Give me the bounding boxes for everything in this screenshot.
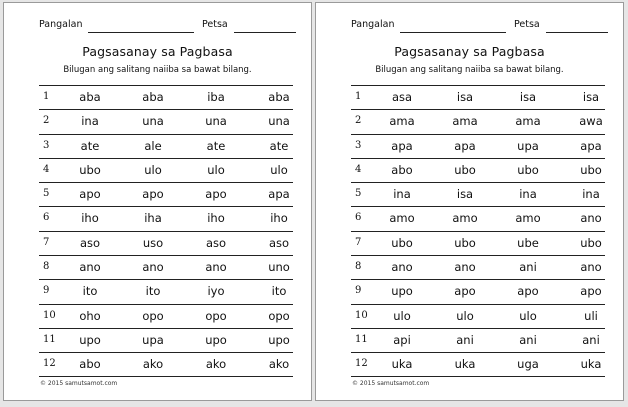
word-choice[interactable]: upa: [142, 332, 164, 347]
copyright-text: © 2015 samutsamot.com: [40, 380, 118, 387]
word-choice[interactable]: ito: [82, 284, 98, 299]
word-choice[interactable]: ani: [456, 332, 474, 347]
word-row: [39, 352, 293, 376]
row-number: 4: [355, 163, 362, 175]
word-choice[interactable]: ito: [145, 284, 161, 299]
word-row: [39, 279, 293, 303]
row-number: 12: [355, 358, 368, 370]
word-row: [351, 328, 605, 352]
word-row: [351, 231, 605, 255]
row-number: 5: [355, 188, 362, 200]
row-number: 6: [43, 212, 50, 224]
word-row: [351, 109, 605, 133]
row-number: 2: [43, 115, 50, 127]
word-choice[interactable]: ano: [205, 260, 227, 275]
word-choice[interactable]: apa: [580, 138, 602, 153]
word-choice[interactable]: ano: [580, 260, 602, 275]
row-number: 1: [43, 91, 50, 102]
row-number: 4: [43, 163, 50, 175]
worksheet-right: [315, 2, 624, 401]
worksheet-instruction: Bilugan ang salitang naiiba sa bawat bilang.: [375, 65, 564, 75]
word-row: [351, 206, 605, 230]
word-choice[interactable]: ano: [391, 260, 413, 275]
word-row: [39, 206, 293, 230]
row-number: 9: [43, 285, 50, 297]
word-row: [39, 134, 293, 158]
word-row: [39, 231, 293, 255]
word-choice[interactable]: apo: [205, 187, 227, 202]
word-choice[interactable]: iho: [270, 211, 288, 226]
word-row: [351, 85, 605, 109]
row-number: 3: [43, 139, 50, 151]
word-choice[interactable]: apa: [391, 138, 413, 153]
word-choice[interactable]: awa: [579, 114, 603, 129]
word-choice[interactable]: ube: [517, 235, 539, 250]
word-choice[interactable]: apo: [454, 284, 476, 299]
word-choice[interactable]: opo: [205, 308, 227, 323]
word-choice[interactable]: isa: [582, 90, 600, 104]
row-number: 6: [355, 212, 362, 224]
word-row: [351, 182, 605, 206]
word-row: [39, 182, 293, 206]
word-row: [351, 279, 605, 303]
word-choice[interactable]: ulo: [144, 162, 162, 177]
word-choice[interactable]: ina: [582, 187, 600, 202]
worksheet-title: Pagsasanay sa Pagbasa: [394, 44, 545, 59]
word-choice[interactable]: ani: [519, 260, 537, 275]
row-number: 11: [43, 333, 56, 345]
word-row: [39, 328, 293, 352]
word-row: [351, 255, 605, 279]
word-choice[interactable]: ako: [142, 357, 164, 372]
word-choice[interactable]: abo: [391, 162, 413, 177]
row-number: 7: [355, 236, 362, 248]
date-label: Petsa: [202, 19, 228, 30]
name-label: Pangalan: [39, 19, 83, 30]
word-choice[interactable]: uka: [454, 357, 476, 372]
word-choice[interactable]: ano: [142, 260, 164, 275]
word-choice[interactable]: oho: [79, 308, 101, 323]
word-row: [39, 304, 293, 328]
date-line: [546, 32, 608, 33]
worksheet-title: Pagsasanay sa Pagbasa: [82, 44, 233, 59]
word-choice[interactable]: ani: [582, 332, 600, 347]
word-choice[interactable]: ano: [454, 260, 476, 275]
word-choice[interactable]: abo: [79, 357, 101, 372]
word-choice[interactable]: uka: [391, 357, 413, 372]
word-choice[interactable]: ate: [269, 138, 289, 153]
word-choice[interactable]: uka: [580, 357, 602, 372]
word-choice[interactable]: ama: [452, 114, 478, 129]
word-choice[interactable]: ako: [268, 357, 290, 372]
word-choice[interactable]: opo: [142, 308, 164, 323]
word-choice[interactable]: ulo: [207, 162, 225, 177]
word-choice[interactable]: ulo: [519, 308, 537, 323]
row-number: 9: [355, 285, 362, 297]
row-number: 11: [355, 333, 368, 345]
word-row: [351, 304, 605, 328]
date-label: Petsa: [514, 19, 540, 30]
word-choice[interactable]: iha: [144, 211, 162, 226]
row-number: 2: [355, 115, 362, 127]
word-choice[interactable]: upo: [391, 284, 413, 299]
word-row: [351, 134, 605, 158]
word-choice[interactable]: ina: [393, 187, 411, 202]
word-rows: [351, 85, 605, 377]
word-choice[interactable]: uga: [517, 357, 539, 372]
word-choice[interactable]: ama: [515, 114, 541, 129]
word-choice[interactable]: ina: [519, 187, 537, 202]
name-line: [400, 32, 506, 33]
word-choice[interactable]: aso: [79, 235, 101, 250]
copyright-text: © 2015 samutsamot.com: [352, 380, 430, 387]
word-choice[interactable]: ubo: [580, 235, 602, 250]
word-choice[interactable]: apo: [142, 187, 164, 202]
word-choice[interactable]: aba: [79, 90, 101, 104]
row-number: 5: [43, 188, 50, 200]
row-number: 12: [43, 358, 56, 370]
word-choice[interactable]: opo: [268, 308, 290, 323]
word-choice[interactable]: upo: [268, 332, 290, 347]
word-choice[interactable]: isa: [519, 90, 537, 104]
row-number: 10: [43, 309, 56, 321]
row-number: 1: [355, 91, 362, 102]
word-choice[interactable]: uno: [268, 260, 290, 275]
word-choice[interactable]: ubo: [454, 162, 476, 177]
word-choice[interactable]: isa: [456, 187, 474, 202]
word-choice[interactable]: una: [205, 114, 227, 129]
word-choice[interactable]: una: [142, 114, 164, 129]
word-choice[interactable]: ulo: [270, 162, 288, 177]
word-choice[interactable]: uli: [584, 308, 598, 323]
worksheet-instruction: Bilugan ang salitang naiiba sa bawat bilang.: [63, 65, 252, 75]
word-rows: [39, 85, 293, 377]
word-choice[interactable]: apa: [268, 187, 290, 202]
word-choice[interactable]: amo: [389, 211, 415, 226]
word-choice[interactable]: aba: [142, 90, 164, 104]
word-row: [351, 158, 605, 182]
word-choice[interactable]: iho: [81, 211, 99, 226]
word-choice[interactable]: api: [393, 332, 411, 347]
word-choice[interactable]: aba: [268, 90, 290, 104]
row-number: 7: [43, 236, 50, 248]
word-row: [39, 109, 293, 133]
word-choice[interactable]: apo: [580, 284, 602, 299]
word-choice[interactable]: uso: [142, 235, 164, 250]
word-choice[interactable]: ale: [144, 138, 162, 153]
word-choice[interactable]: upo: [205, 332, 227, 347]
worksheet-left: [3, 2, 312, 401]
word-choice[interactable]: apa: [454, 138, 476, 153]
word-choice[interactable]: iba: [207, 90, 225, 104]
word-choice[interactable]: ate: [206, 138, 226, 153]
word-choice[interactable]: upa: [517, 138, 539, 153]
word-choice[interactable]: amo: [452, 211, 478, 226]
word-choice[interactable]: ama: [389, 114, 415, 129]
word-choice[interactable]: ubo: [580, 162, 602, 177]
word-choice[interactable]: asa: [391, 90, 413, 104]
word-row: [351, 352, 605, 376]
word-choice[interactable]: ano: [580, 211, 602, 226]
word-choice[interactable]: ito: [271, 284, 287, 299]
word-choice[interactable]: ubo: [454, 235, 476, 250]
word-choice[interactable]: ani: [519, 332, 537, 347]
row-number: 10: [355, 309, 368, 321]
word-row: [39, 158, 293, 182]
date-line: [234, 32, 296, 33]
word-choice[interactable]: ate: [80, 138, 100, 153]
word-choice[interactable]: ubo: [391, 235, 413, 250]
word-choice[interactable]: ulo: [456, 308, 474, 323]
word-choice[interactable]: upo: [79, 332, 101, 347]
word-choice[interactable]: aso: [268, 235, 290, 250]
row-number: 8: [43, 261, 50, 273]
word-row: [39, 255, 293, 279]
word-choice[interactable]: ako: [205, 357, 227, 372]
name-label: Pangalan: [351, 19, 395, 30]
word-choice[interactable]: una: [268, 114, 290, 129]
word-choice[interactable]: ina: [81, 114, 99, 129]
word-choice[interactable]: apo: [79, 187, 101, 202]
word-choice[interactable]: ubo: [517, 162, 539, 177]
row-number: 3: [355, 139, 362, 151]
name-date-header: [351, 19, 613, 35]
word-choice[interactable]: ano: [79, 260, 101, 275]
word-choice[interactable]: apo: [517, 284, 539, 299]
word-row: [39, 85, 293, 109]
word-choice[interactable]: iho: [207, 211, 225, 226]
word-choice[interactable]: ubo: [79, 162, 101, 177]
word-choice[interactable]: isa: [456, 90, 474, 104]
word-choice[interactable]: ulo: [393, 308, 411, 323]
name-date-header: [39, 19, 301, 35]
row-number: 8: [355, 261, 362, 273]
word-choice[interactable]: aso: [205, 235, 227, 250]
word-choice[interactable]: iyo: [207, 284, 225, 299]
word-choice[interactable]: amo: [515, 211, 541, 226]
name-line: [88, 32, 194, 33]
